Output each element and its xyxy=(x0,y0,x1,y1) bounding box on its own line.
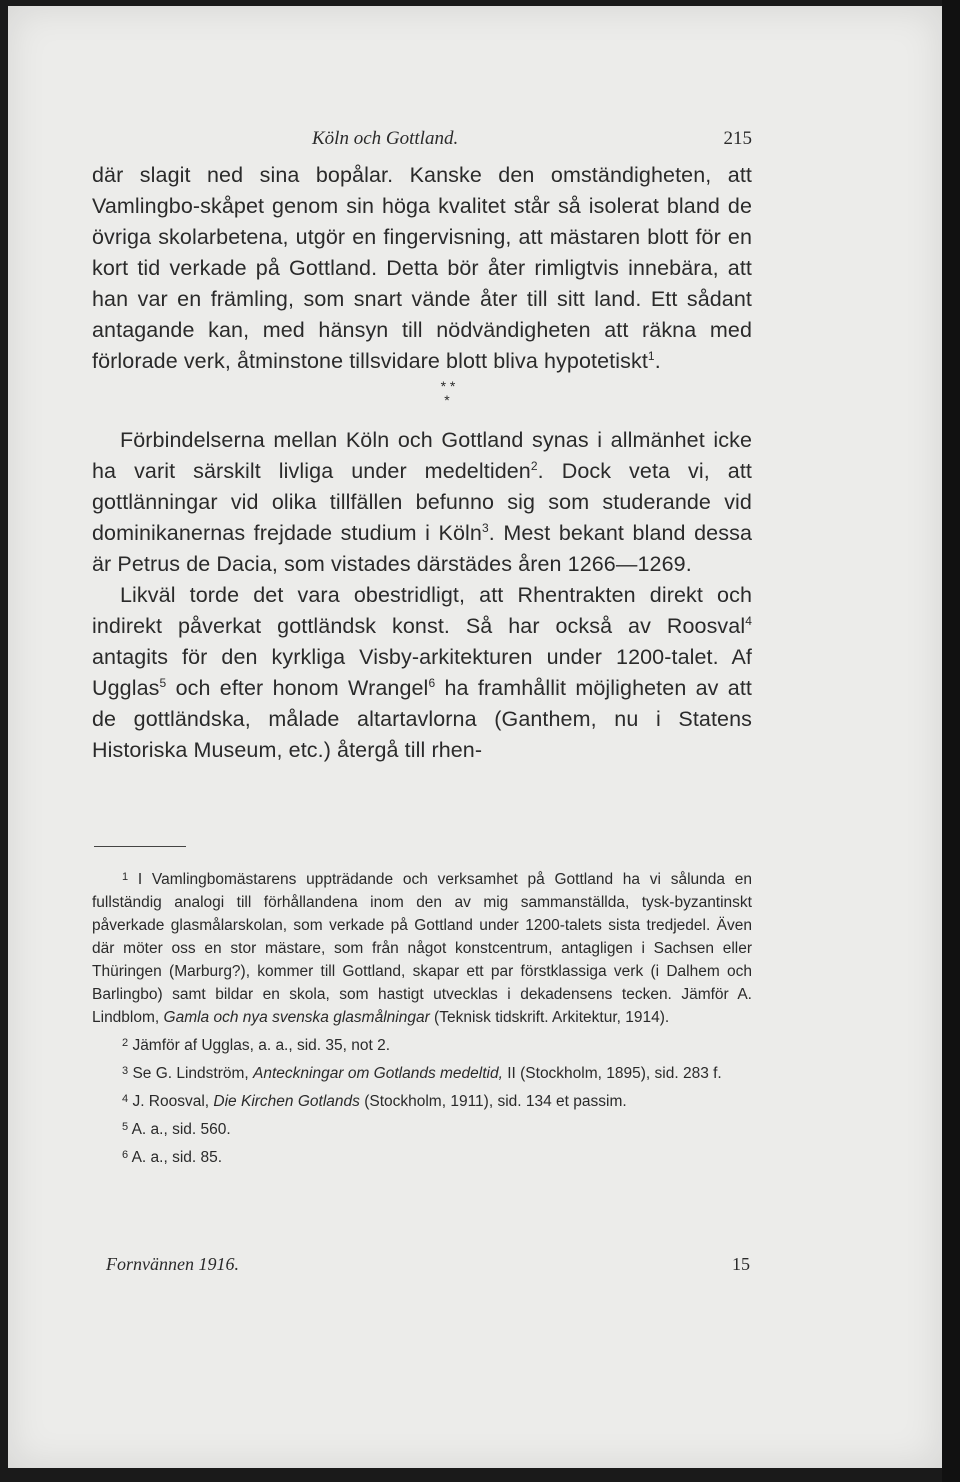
footnote-ref-6: 6 xyxy=(428,676,436,690)
paragraph-3-part-b: antagits för den kyrkliga Visby-arkitekturen under 1200-talet. Af Ugglas xyxy=(92,645,752,700)
sheet-number: 15 xyxy=(732,1254,750,1274)
paragraph-3-part-a: Likväl torde det vara obestridligt, att Rhentrakten direkt och indirekt påverkat gottländsk konst. Så har också av Roosval xyxy=(92,583,752,638)
footnote-ref-1: 1 xyxy=(647,349,655,363)
footnote-1-tail: (Teknisk tidskrift. Arkitektur, 1914). xyxy=(429,1009,670,1026)
running-title: Köln och Gottland. xyxy=(312,128,459,149)
footnote-rule xyxy=(94,846,186,847)
footnote-4-number: 4 xyxy=(122,1093,129,1105)
footnote-4-tail: (Stockholm, 1911), sid. 134 et passim. xyxy=(359,1093,627,1110)
footnote-5-text: A. a., sid. 560. xyxy=(131,1121,231,1138)
main-text xyxy=(92,160,752,766)
signature-mark: Fornvännen 1916. xyxy=(106,1254,239,1274)
footnote-3-title: Anteckningar om Gotlands medeltid, xyxy=(253,1065,503,1082)
footnote-3 xyxy=(92,1060,752,1085)
footnote-5-number: 5 xyxy=(122,1121,129,1133)
asterism-row-1: * * xyxy=(440,378,456,394)
paragraph-3-part-d: ha framhållit möjligheten av att de gottländska, målade altartavlorna (Ganthem, nu i Statens Historiska Museum, etc.) återgå till rhen- xyxy=(92,676,752,762)
page-number: 215 xyxy=(723,128,752,149)
footnotes xyxy=(92,866,752,1172)
footnote-4-title: Die Kirchen Gotlands xyxy=(213,1093,360,1110)
footnote-5 xyxy=(92,1116,752,1141)
footnote-1-number: 1 xyxy=(122,871,129,883)
paragraph-1-text: där slagit ned sina bopålar. Kanske den omständigheten, att Vamlingbo-skåpet genom sin höga kvalitet står så isolerat bland de övriga skolarbetena, utgör en fingervisning, att mästaren blott för en kort tid verkade på Gottland. Detta bör åter rimligtvis innebära, att han var en främling, som snart vände åter till sitt land. Ett sådant antagande kan, med hänsyn till nödvändigheten att räkna med förlorade verk, åtminstone tillsvidare blott bliva hypotetiskt xyxy=(92,163,752,373)
paragraph-3-part-c: och efter honom Wrangel xyxy=(166,676,429,700)
paragraph-1-end: . xyxy=(654,349,661,373)
running-header xyxy=(92,128,752,152)
asterism-row-2: * xyxy=(444,392,450,408)
footnote-ref-4: 4 xyxy=(745,614,752,628)
footnote-1-text: I Vamlingbomästarens uppträdande och verksamhet på Gottland ha vi sålunda en fullständig analogi till förhållandena inom den av mig sammanställda, tysk-byzantinskt påverkade glasmålarskolan, som verkade på Gottland under 1200-talets sista tredjedel. Även där möter oss en stor mästare, som från något konstcentrum, antagligen i Sachsen eller Thüringen (Marburg?), kommer till Gottland, skapar ett par förstklassiga verk (i Dalhem och Barlingbo) samt bildar en skola, som hastigt utvecklas i dekadensens tecken. Jämför A. Lindblom, xyxy=(92,871,753,1026)
footnote-3-tail: II (Stockholm, 1895), sid. 283 f. xyxy=(502,1065,722,1082)
footnote-3-number: 3 xyxy=(122,1065,129,1077)
scan-border xyxy=(942,0,960,1482)
footnote-2-number: 2 xyxy=(122,1037,129,1049)
footnote-6-number: 6 xyxy=(122,1149,129,1161)
footnote-ref-3: 3 xyxy=(482,521,489,535)
page-footer xyxy=(92,1254,752,1278)
paragraph-1 xyxy=(92,160,752,377)
footnote-4 xyxy=(92,1088,752,1113)
footnote-ref-2: 2 xyxy=(530,459,538,473)
footnote-2-text: Jämför af Ugglas, a. a., sid. 35, not 2. xyxy=(132,1037,391,1054)
footnote-2 xyxy=(92,1032,752,1057)
footnote-3-text: Se G. Lindström, xyxy=(132,1065,254,1082)
paragraph-2-part-b: . Dock veta vi, att gottlänningar vid olika tillfällen befunno sig som studerande vid dominikanernas frejdade studium i Köln xyxy=(92,459,752,545)
paragraph-2-part-a: Förbindelserna mellan Köln och Gottland synas i allmänhet icke ha varit särskilt livliga under medeltiden xyxy=(92,428,752,483)
footnote-1 xyxy=(92,866,752,1029)
section-divider-asterism xyxy=(92,379,752,407)
footnote-4-text: J. Roosval, xyxy=(132,1093,214,1110)
footnote-ref-5: 5 xyxy=(159,676,167,690)
paragraph-2 xyxy=(92,425,752,580)
footnote-6-text: A. a., sid. 85. xyxy=(131,1149,223,1166)
paragraph-3 xyxy=(92,580,752,766)
paragraph-2-part-c: . Mest bekant bland dessa är Petrus de Dacia, som vistades därstädes åren 1266—1269. xyxy=(92,521,752,576)
footnote-6 xyxy=(92,1144,752,1169)
footnote-1-title: Gamla och nya svenska glasmålningar xyxy=(163,1009,430,1026)
